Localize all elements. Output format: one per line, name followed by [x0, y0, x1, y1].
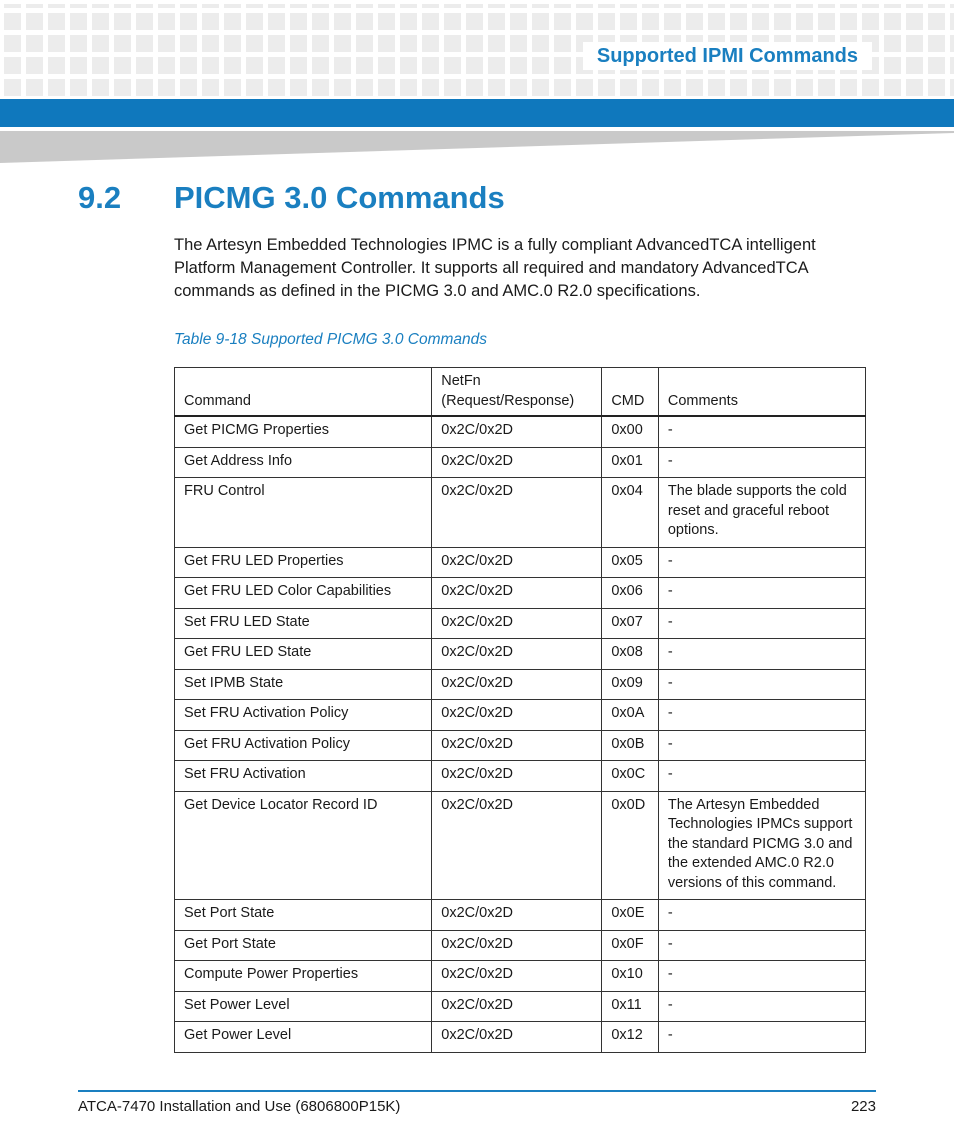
header-gray-swoosh	[0, 131, 954, 163]
cell-netfn: 0x2C/0x2D	[432, 578, 602, 609]
cell-netfn: 0x2C/0x2D	[432, 1022, 602, 1053]
cell-netfn: 0x2C/0x2D	[432, 447, 602, 478]
cell-netfn: 0x2C/0x2D	[432, 608, 602, 639]
cell-cmd: 0x0F	[602, 930, 659, 961]
cell-comments: The blade supports the cold reset and graceful reboot options.	[658, 478, 865, 548]
cell-cmd: 0x08	[602, 639, 659, 670]
cell-command: Set Power Level	[175, 991, 432, 1022]
cell-comments: -	[658, 669, 865, 700]
table-row	[175, 447, 866, 478]
cell-comments: -	[658, 700, 865, 731]
cell-netfn: 0x2C/0x2D	[432, 639, 602, 670]
cell-comments: -	[658, 578, 865, 609]
table-row	[175, 991, 866, 1022]
cell-cmd: 0x0D	[602, 791, 659, 900]
cell-netfn: 0x2C/0x2D	[432, 730, 602, 761]
table-caption: Table 9-18 Supported PICMG 3.0 Commands	[174, 331, 488, 348]
cell-comments: -	[658, 991, 865, 1022]
cell-comments: -	[658, 1022, 865, 1053]
cell-netfn: 0x2C/0x2D	[432, 416, 602, 447]
cell-cmd: 0x12	[602, 1022, 659, 1053]
cell-netfn: 0x2C/0x2D	[432, 761, 602, 792]
cell-comments: The Artesyn Embedded Technologies IPMCs support the standard PICMG 3.0 and the extended AMC.0 R2.0 versions of this command.	[658, 791, 865, 900]
cell-comments: -	[658, 930, 865, 961]
cell-comments: -	[658, 608, 865, 639]
cell-command: Set FRU LED State	[175, 608, 432, 639]
table-row	[175, 639, 866, 670]
cell-command: Set IPMB State	[175, 669, 432, 700]
header-cmd: CMD	[602, 368, 659, 417]
running-header-title: Supported IPMI Commands	[583, 42, 872, 70]
cell-command: FRU Control	[175, 478, 432, 548]
cell-cmd: 0x06	[602, 578, 659, 609]
cell-cmd: 0x09	[602, 669, 659, 700]
cell-command: Set FRU Activation	[175, 761, 432, 792]
section-title: PICMG 3.0 Commands	[174, 180, 505, 215]
table-row	[175, 669, 866, 700]
footer-rule	[78, 1090, 876, 1092]
cell-cmd: 0x01	[602, 447, 659, 478]
cell-command: Get Address Info	[175, 447, 432, 478]
table-row	[175, 961, 866, 992]
cell-cmd: 0x0B	[602, 730, 659, 761]
cell-cmd: 0x04	[602, 478, 659, 548]
intro-paragraph: The Artesyn Embedded Technologies IPMC is a fully compliant AdvancedTCA intelligent Platform Management Controller. It supports all required and mandatory AdvancedTCA commands as defined in the PICMG 3.0 and AMC.0 R2.0 specifications.	[174, 236, 816, 300]
cell-netfn: 0x2C/0x2D	[432, 930, 602, 961]
cell-command: Get FRU LED Properties	[175, 547, 432, 578]
cell-cmd: 0x0C	[602, 761, 659, 792]
cell-comments: -	[658, 730, 865, 761]
cell-netfn: 0x2C/0x2D	[432, 991, 602, 1022]
cell-cmd: 0x0E	[602, 900, 659, 931]
table-row	[175, 478, 866, 548]
cell-netfn: 0x2C/0x2D	[432, 669, 602, 700]
cell-cmd: 0x10	[602, 961, 659, 992]
cell-command: Get FRU LED State	[175, 639, 432, 670]
footer-page-number: 223	[850, 1098, 876, 1115]
cell-comments: -	[658, 900, 865, 931]
header-command: Command	[175, 368, 432, 417]
cell-command: Get Port State	[175, 930, 432, 961]
table-row	[175, 730, 866, 761]
cell-netfn: 0x2C/0x2D	[432, 791, 602, 900]
cell-command: Set Port State	[175, 900, 432, 931]
table-body	[175, 416, 866, 1052]
table-row	[175, 761, 866, 792]
cell-netfn: 0x2C/0x2D	[432, 478, 602, 548]
table-row	[175, 578, 866, 609]
table-row	[175, 416, 866, 447]
cell-command: Compute Power Properties	[175, 961, 432, 992]
footer-document-title: ATCA-7470 Installation and Use (6806800P15K)	[78, 1098, 401, 1115]
cell-netfn: 0x2C/0x2D	[432, 700, 602, 731]
table-row	[175, 791, 866, 900]
cell-cmd: 0x00	[602, 416, 659, 447]
cell-command: Set FRU Activation Policy	[175, 700, 432, 731]
table-row	[175, 930, 866, 961]
cell-comments: -	[658, 416, 865, 447]
cell-command: Get Power Level	[175, 1022, 432, 1053]
cell-netfn: 0x2C/0x2D	[432, 547, 602, 578]
cell-command: Get FRU Activation Policy	[175, 730, 432, 761]
cell-netfn: 0x2C/0x2D	[432, 900, 602, 931]
header-netfn: NetFn (Request/Response)	[432, 368, 602, 417]
header-blue-band	[0, 99, 954, 127]
cell-cmd: 0x11	[602, 991, 659, 1022]
cell-comments: -	[658, 761, 865, 792]
table-row	[175, 547, 866, 578]
header-comments: Comments	[658, 368, 865, 417]
cell-command: Get PICMG Properties	[175, 416, 432, 447]
table-row	[175, 608, 866, 639]
cell-command: Get Device Locator Record ID	[175, 791, 432, 900]
table-header-row	[175, 368, 866, 417]
table-row	[175, 1022, 866, 1053]
cell-comments: -	[658, 547, 865, 578]
cell-comments: -	[658, 961, 865, 992]
table-row	[175, 900, 866, 931]
cell-comments: -	[658, 639, 865, 670]
picmg-commands-table	[174, 367, 866, 1053]
section-number: 9.2	[78, 180, 122, 215]
cell-comments: -	[658, 447, 865, 478]
cell-cmd: 0x0A	[602, 700, 659, 731]
cell-cmd: 0x07	[602, 608, 659, 639]
cell-command: Get FRU LED Color Capabilities	[175, 578, 432, 609]
cell-netfn: 0x2C/0x2D	[432, 961, 602, 992]
table-row	[175, 700, 866, 731]
cell-cmd: 0x05	[602, 547, 659, 578]
